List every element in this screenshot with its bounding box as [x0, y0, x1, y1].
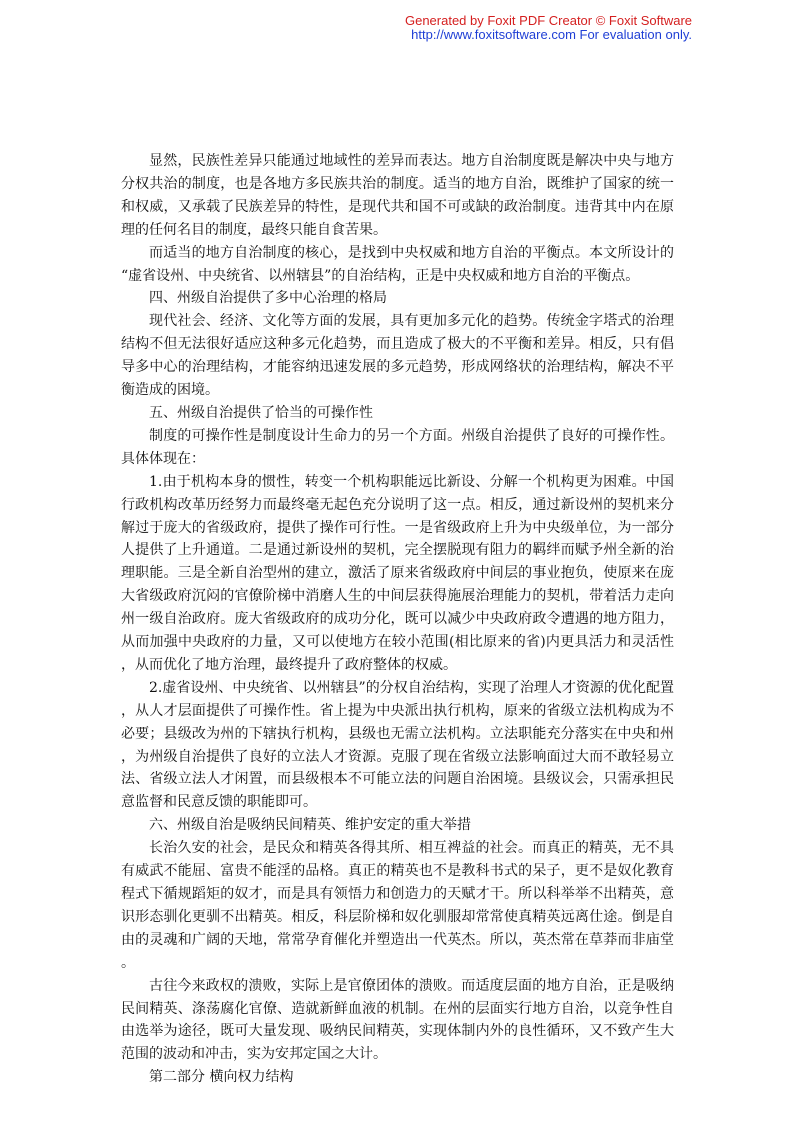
paragraph-polycentric: 现代社会、经济、文化等方面的发展，具有更加多元化的趋势。传统金字塔式的治理结构不但无法很好适应这种多元化趋势，而且造成了极大的不平衡和差异。相反，只有倡导多中心的治理结构，才能容纳迅速发展的多元趋势，形成网络状的治理结构，解决不平衡造成的困境。 [121, 313, 674, 399]
foxit-watermark [405, 14, 692, 42]
paragraph-ethnic-difference: 显然，民族性差异只能通过地域性的差异而表达。地方自治制度既是解决中央与地方分权共治的制度，也是各地方多民族共治的制度。适当的地方自治，既维护了国家的统一和权威，又承载了民族差异的特性，是现代共和国不可或缺的政治制度。违背其中内在原理的任何名目的制度，最终只能自食苦果。 [121, 153, 674, 238]
document-body [121, 150, 674, 1089]
paragraph-operability-intro: 制度的可操作性是制度设计生命力的另一个方面。州级自治提供了良好的可操作性。具体体现在： [121, 427, 674, 467]
watermark-url-text: http://www.foxitsoftware.com For evaluation only. [411, 27, 692, 42]
part-two-heading: 第二部分 横向权力结构 [149, 1069, 294, 1086]
paragraph-point-one: 1.由于机构本身的惯性，转变一个机构职能远比新设、分解一个机构更为困难。中国行政机构改革历经努力而最终毫无起色充分说明了这一点。相反，通过新设州的契机来分解过于庞大的省级政府，提供了操作可行性。一是省级政府上升为中央级单位，为一部分人提供了上升通道。二是通过新设州的契机，完全摆脱现有阻力的羁绊而赋予州全新的治理职能。三是全新自治型州的建立，激活了原来省级政府中间层的事业抱负，使原来在庞大省级政府沉闷的官僚阶梯中消磨人生的中间层获得施展治理能力的契机，带着活力走向州一级自治政府。庞大省级政府的成功分化，既可以减少中央政府政令遭遇的地方阻力，从而加强中央政府的力量，又可以使地方在较小范围(相比原来的省)内更具活力和灵活性，从而优化了地方治理，最终提升了政府整体的权威。 [121, 473, 674, 673]
paragraph-balance-point: 而适当的地方自治制度的核心，是找到中央权威和地方自治的平衡点。本文所设计的“虚省设州、中央统省、以州辖县”的自治结构，正是中央权威和地方自治的平衡点。 [121, 244, 674, 284]
paragraph-point-two: 2.虚省设州、中央统省、以州辖县”的分权自治结构，实现了治理人才资源的优化配置，从人才层面提供了可操作性。省上提为中央派出执行机构，原来的省级立法机构成为不必要；县级改为州的下辖执行机构，县级也无需立法机构。立法职能充分落实在中央和州，为州级自治提供了良好的立法人才资源。克服了现在省级立法影响面过大而不敢轻易立法、省级立法人才闲置，而县级根本不可能立法的问题自治困境。县级议会，只需承担民意监督和民意反馈的职能即可。 [121, 679, 674, 811]
section-heading-six: 六、州级自治是吸纳民间精英、维护安定的重大举措 [149, 817, 471, 834]
paragraph-elites: 长治久安的社会，是民众和精英各得其所、相互裨益的社会。而真正的精英，无不具有威武不能屈、富贵不能淫的品格。真正的精英也不是教科书式的呆子，更不是奴化教育程式下循规蹈矩的奴才，而是具有领悟力和创造力的天赋才干。所以科举举不出精英，意识形态驯化更驯不出精英。相反，科层阶梯和奴化驯服却常常使真精英远离仕途。倒是自由的灵魂和广阔的天地，常常孕育催化并塑造出一代英杰。所以，英杰常在草莽而非庙堂。 [121, 840, 674, 971]
section-heading-five: 五、州级自治提供了恰当的可操作性 [149, 404, 373, 421]
paragraph-collapse: 古往今来政权的溃败，实际上是官僚团体的溃败。而适度层面的地方自治，正是吸纳民间精英、涤荡腐化官僚、造就新鲜血液的机制。在州的层面实行地方自治，以竞争性自由选举为途径，既可大量发现、吸纳民间精英，实现体制内外的良性循环，又不致产生大范围的波动和冲击，实为安邦定国之大计。 [121, 977, 674, 1063]
watermark-generator-text: Generated by Foxit PDF Creator © Foxit Software [404, 13, 692, 28]
section-heading-four: 四、州级自治提供了多中心治理的格局 [149, 290, 387, 307]
